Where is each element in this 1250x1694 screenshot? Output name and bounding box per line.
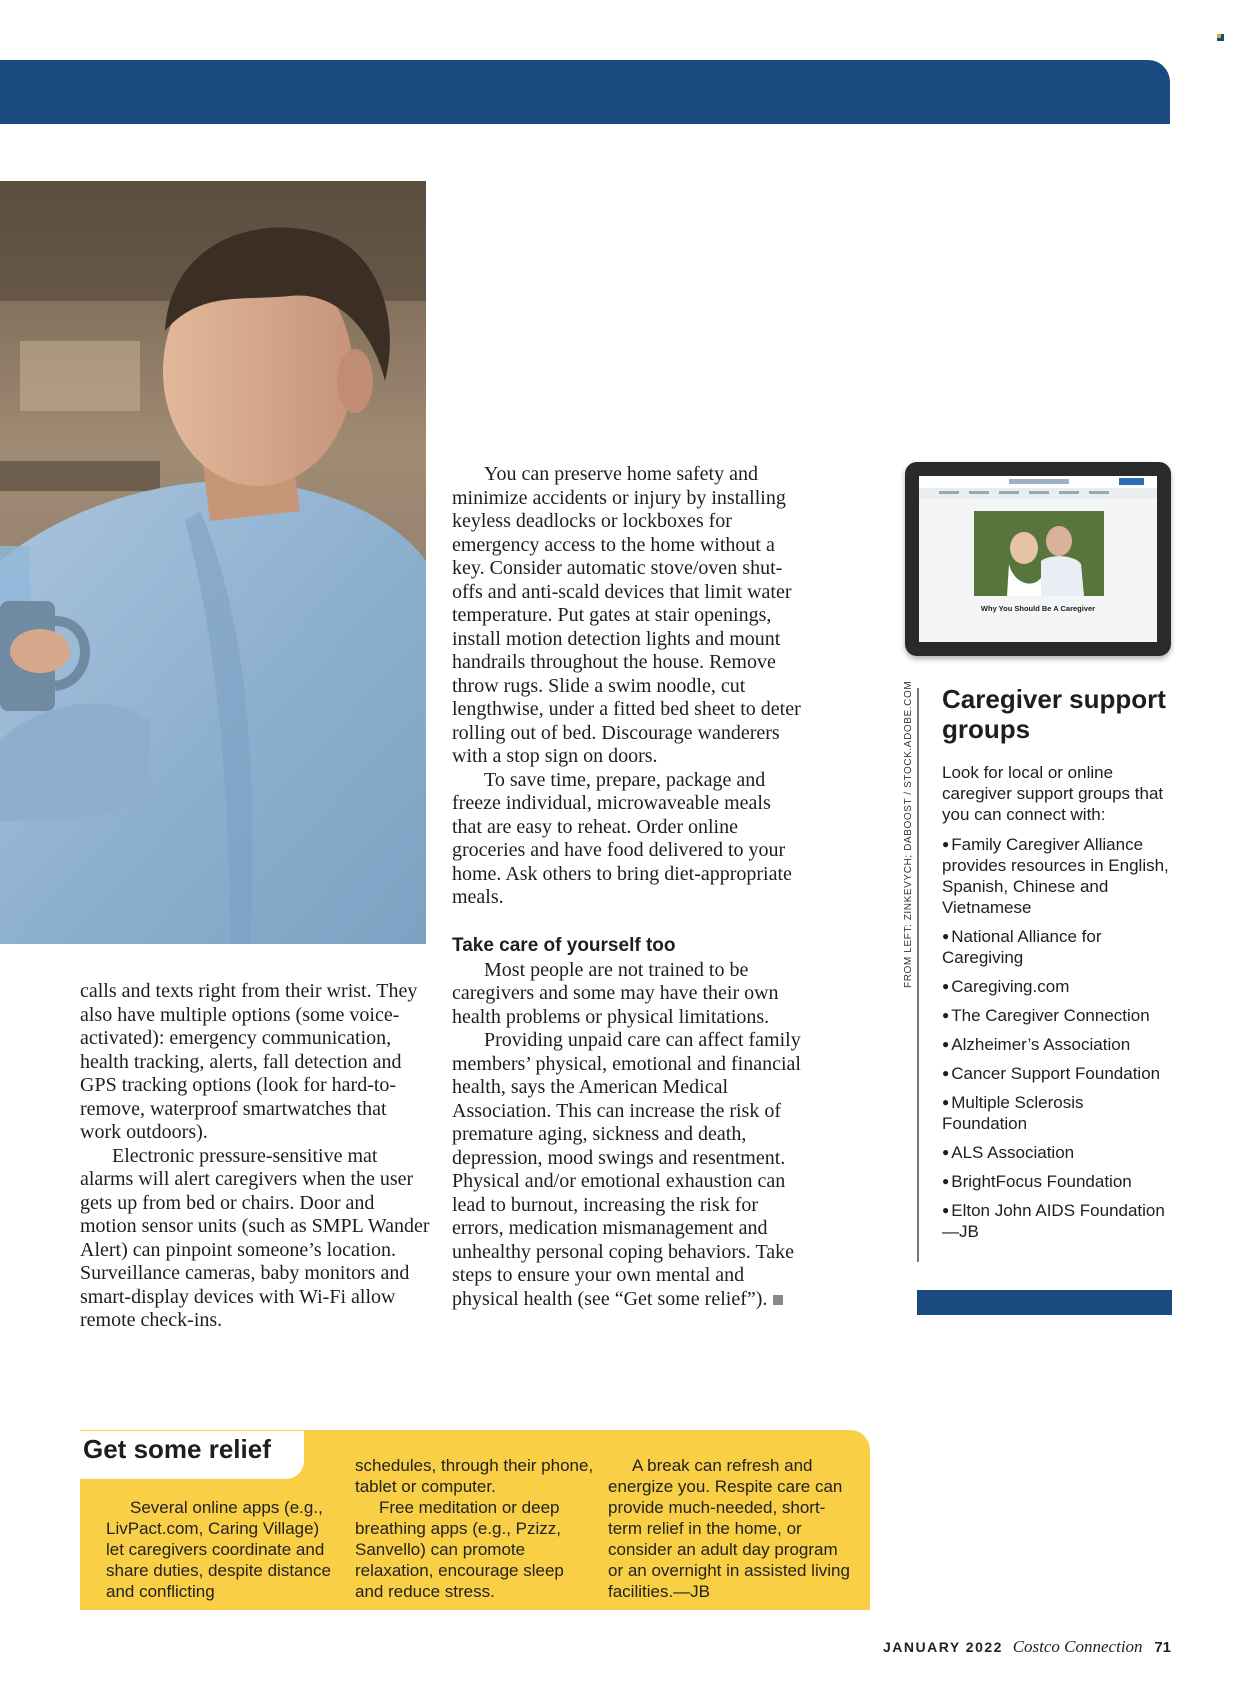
article-paragraph: Electronic pressure-sensitive mat alarms will alert caregivers when the user gets up from bed or chairs. Door and motion sensor units (such as SMPL Wander Alert) can pinpoint someone’s location. Surveillance cameras, baby monitors and smart-display devices with Wi-Fi allow remote check-ins. xyxy=(80,1144,430,1331)
list-item xyxy=(942,1034,1172,1055)
relief-paragraph: Several online apps (e.g., LivPact.com, Caring Village) let caregivers coordinate and share duties, despite distance and conflicting xyxy=(106,1498,331,1601)
list-item-text: ALS Association xyxy=(951,1143,1075,1162)
relief-title: Get some relief xyxy=(83,1434,271,1464)
article-paragraph: Most people are not trained to be caregivers and some may have their own health problems or physical limitations. xyxy=(452,958,779,1028)
article-paragraph: calls and texts right from their wrist. They also have multiple options (some voice-activated): emergency communication, health tracking, alerts, fall detection and GPS tracking options (look for hard-to-remove, waterproof smartwatches that work outdoors). xyxy=(80,980,418,1143)
article-middle-column xyxy=(452,463,804,1311)
list-item xyxy=(942,1200,1172,1242)
bullet-icon: ● xyxy=(942,1174,950,1188)
footer-issue-date: JANUARY 2022 xyxy=(883,1639,1003,1655)
tablet-device xyxy=(905,462,1171,656)
website-screenshot-icon xyxy=(919,476,1157,642)
list-item-text: Elton John AIDS Foundation—JB xyxy=(942,1201,1165,1241)
list-item xyxy=(942,1063,1172,1084)
photo-credit xyxy=(899,680,919,988)
article-paragraph xyxy=(452,1029,804,1311)
support-groups-list xyxy=(942,834,1172,1242)
tablet-screen xyxy=(919,476,1157,642)
relief-paragraph: schedules, through their phone, tablet or computer. xyxy=(355,1456,594,1496)
section-subhead: Take care of yourself too xyxy=(452,934,676,956)
relief-column-1 xyxy=(106,1497,336,1602)
bullet-icon: ● xyxy=(942,1145,950,1159)
list-item xyxy=(942,1142,1172,1163)
list-item-text: Multiple Sclerosis Foundation xyxy=(942,1093,1084,1133)
bullet-icon: ● xyxy=(942,837,950,851)
list-item xyxy=(942,1092,1172,1134)
bullet-icon: ● xyxy=(942,1066,950,1080)
bullet-icon: ● xyxy=(942,1008,950,1022)
page-footer xyxy=(883,1637,1171,1657)
relief-paragraph: Free meditation or deep breathing apps (e.g., Pzizz, Sanvello) can promote relaxation, encourage sleep and reduce stress. xyxy=(355,1498,564,1601)
list-item xyxy=(942,1005,1172,1026)
sidebar-bottom-bar xyxy=(917,1290,1172,1315)
bullet-icon: ● xyxy=(942,1037,950,1051)
page-number: 71 xyxy=(1154,1639,1171,1656)
bullet-icon: ● xyxy=(942,979,950,993)
list-item xyxy=(942,834,1172,918)
photo-image-icon xyxy=(0,181,426,944)
list-item-text: National Alliance for Caregiving xyxy=(942,927,1102,967)
list-item-text: BrightFocus Foundation xyxy=(951,1172,1132,1191)
footer-magazine-name: Costco Connection xyxy=(1012,1637,1143,1656)
list-item-text: Caregiving.com xyxy=(951,977,1070,996)
corner-color-mark xyxy=(1217,34,1224,41)
support-groups-sidebar xyxy=(942,684,1172,1250)
end-mark-icon xyxy=(773,1295,783,1305)
list-item-text: Cancer Support Foundation xyxy=(951,1064,1161,1083)
relief-paragraph: A break can refresh and energize you. Respite care can provide much-needed, short-term relief in the home, or consider an adult day program or an overnight in assisted living facilities.—JB xyxy=(608,1456,850,1601)
bullet-icon: ● xyxy=(942,1095,950,1109)
list-item xyxy=(942,926,1172,968)
article-left-column xyxy=(80,980,432,1333)
photo-credit-text: FROM LEFT: ZINKEVYCH; DABOOST / STOCK.ADOBE.COM xyxy=(903,680,914,988)
article-paragraph: To save time, prepare, package and freeze individual, microwaveable meals that are easy to reheat. Order online groceries and have food delivered to your home. Ask others to bring diet-appropriate meals. xyxy=(452,768,792,908)
top-banner-bar xyxy=(0,60,1170,124)
list-item xyxy=(942,976,1172,997)
relief-column-3 xyxy=(608,1455,856,1602)
article-paragraph-text: Providing unpaid care can affect family members’ physical, emotional and financial health, says the American Medical Association. This can increase the risk of premature aging, sickness and death, depression, mood swings and resentment. Physical and/or emotional exhaustion can lead to burnout, increasing the risk for errors, medication mismanagement and unhealthy personal coping behaviors. Take steps to ensure your own mental and physical health (see “Get some relief”). xyxy=(452,1029,801,1310)
relief-column-2 xyxy=(355,1455,595,1602)
sidebar-title: Caregiver support groups xyxy=(942,684,1166,744)
sidebar-divider xyxy=(917,688,919,1262)
bullet-icon: ● xyxy=(942,1203,950,1217)
tablet-article-headline: Why You Should Be A Caregiver xyxy=(980,604,1096,613)
bullet-icon: ● xyxy=(942,929,950,943)
list-item-text: The Caregiver Connection xyxy=(951,1006,1150,1025)
list-item xyxy=(942,1171,1172,1192)
photo-man-with-mug xyxy=(0,181,426,944)
list-item-text: Family Caregiver Alliance provides resources in English, Spanish, Chinese and Vietnamese xyxy=(942,835,1169,917)
sidebar-intro: Look for local or online caregiver support groups that you can connect with: xyxy=(942,763,1164,824)
list-item-text: Alzheimer’s Association xyxy=(951,1035,1131,1054)
article-paragraph: You can preserve home safety and minimize accidents or injury by installing keyless deadlocks or lockboxes for emergency access to the home without a key. Consider automatic stove/oven shut-offs and anti-scald devices that limit water temperature. Put gates at stair openings, install motion detection lights and mount handrails throughout the house. Remove throw rugs. Slide a swim noodle, cut lengthwise, under a fitted bed sheet to deter rolling out of bed. Discourage wanderers with a stop sign on doors. xyxy=(452,463,801,767)
